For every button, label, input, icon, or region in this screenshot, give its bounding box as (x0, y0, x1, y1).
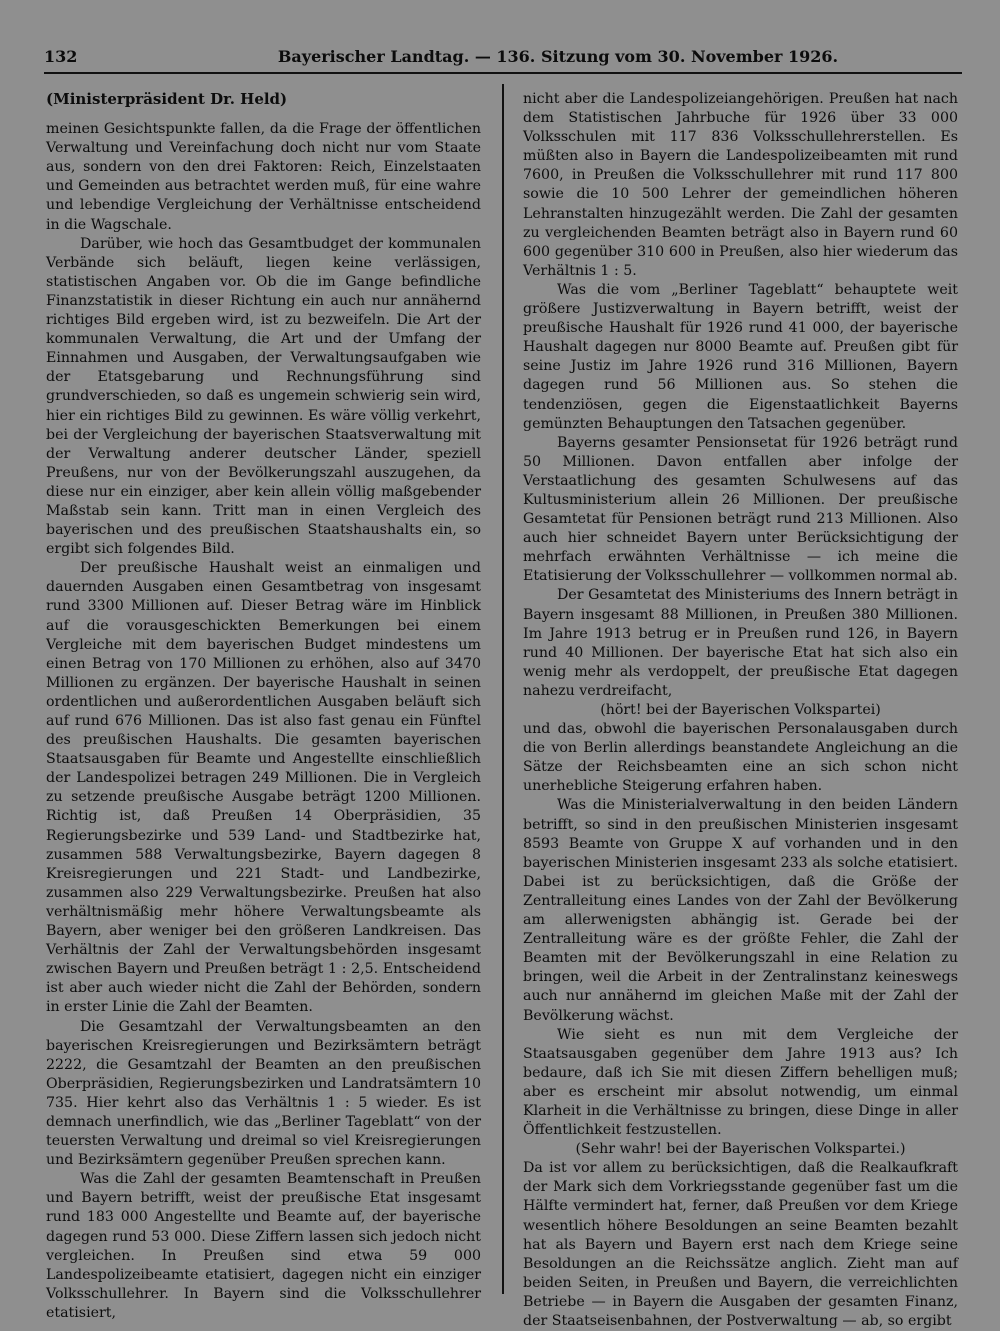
paragraph: meinen Gesichtspunkte fallen, da die Frage der öffentlichen Verwaltung und Vereinfachung doch nicht nur vom Staate aus, sondern von den drei Faktoren: Reich, Einzelstaaten und Gemeinden aus betrachtet werden muß, für eine wahre und lebendige Vergleichung der Verhältnisse entscheidend in die Wagschale. (46, 121, 481, 233)
column-divider (502, 84, 504, 1294)
paragraph: Bayerns gesamter Pensionsetat für 1926 beträgt rund 50 Millionen. Davon entfallen aber infolge der Verstaatlichung des gesamten Schulwesens auf das Kultusministerium allein 26 Millionen. Der preußische Gesamtetat für Pensionen beträgt rund 213 Millionen. Also auch hier schneidet Bayern unter Berücksichtigung der mehrfach erwähnten Verhältnisse — ich meine die Etatisierung der Volksschullehrer — vollkommen normal ab. (523, 434, 958, 585)
paragraph: Was die Ministerialverwaltung in den beiden Ländern betrifft, so sind in den preußischen Ministerien insgesamt 8593 Beamte von Gruppe X auf vorhanden und in den bayerischen Ministerien insgesamt 233 als solche etatisiert. Dabei ist zu berücksichtigen, daß die Größe der Zentralleitung eines Landes von der Zahl der Bevölkerung am allerwenigsten abhängig ist. Gerade bei der Zentralleitung wäre es der größte Fehler, die Zahl der Beamten mit der Bevölkerungszahl in eine Relation zu bringen, weil die Arbeit in der Zentralinstanz keineswegs auch nur annähernd im gleichen Maße mit der Zahl der Bevölkerung wächst. (523, 797, 958, 1024)
page-header (44, 47, 962, 71)
interjection: (hört! bei der Bayerischen Volkspartei) (600, 702, 881, 718)
left-column (46, 90, 481, 1321)
page-number: 132 (44, 47, 78, 66)
interjection: (Sehr wahr! bei der Bayerischen Volkspartei.) (575, 1141, 906, 1158)
paragraph: Der Gesamtetat des Ministeriums des Innern beträgt in Bayern insgesamt 88 Millionen, in Preußen 380 Millionen. Im Jahre 1913 betrug er in Preußen rund 126, in Bayern rund 40 Millionen. Der bayerische Etat hat sich also ein wenig mehr als verdoppelt, der preußische Etat dagegen nahezu verdreifacht, (523, 587, 958, 699)
paragraph: und das, obwohl die bayerischen Personalausgaben durch die von Berlin allerdings beanstandete Angleichung an die Sätze der Reichsbeamten eine an sich schon nicht unerhebliche Steigerung erfahren haben. (523, 721, 958, 795)
speaker-label: (Ministerpräsident Dr. Held) (46, 90, 288, 108)
paragraph: Was die Zahl der gesamten Beamtenschaft in Preußen und Bayern betrifft, weist der preußische Etat insgesamt rund 183 000 Angestellte und Beamte auf, der bayerische dagegen rund 53 000. Diese Ziffern lassen sich jedoch nicht vergleichen. In Preußen sind etwa 59 000 Landespolizeibeamte etatisiert, dagegen nicht ein einziger Volksschullehrer. In Bayern sind die Volksschullehrer etatisiert, (46, 1171, 481, 1321)
header-rule (44, 72, 962, 74)
paragraph: Da ist vor allem zu berücksichtigen, daß die Realkaufkraft der Mark sich dem Vorkriegsstande gegenüber fast um die Hälfte vermindert hat, ferner, daß Preußen vor dem Kriege wesentlich höhere Besoldungen an seine Beamten bezahlt hat als Bayern und Bayern erst nach dem Kriege seine Besoldungen an die Reichssätze anglich. Zieht man auf beiden Seiten, in Preußen und Bayern, die verreichlichten Betriebe — in Bayern die Ausgaben der gesamten Finanz, der Staatseisenbahnen, der Postverwaltung — ab, so ergibt (523, 1160, 958, 1329)
paragraph: nicht aber die Landespolizeiangehörigen. Preußen hat nach dem Statistischen Jahrbuche für 1926 über 33 000 Volksschulen mit 117 836 Volksschullehrerstellen. Es müßten also in Bayern die Landespolizeibeamten mit rund 7600, in Preußen die Volksschullehrer mit rund 117 800 sowie die 10 500 Lehrer der gemeindlichen höheren Lehranstalten hinzugezählt werden. Die Zahl der gesamten zu vergleichenden Beamten beträgt also in Bayern rund 60 600 gegenüber 310 600 in Preußen, also hier wiederum das Verhältnis 1 : 5. (523, 91, 958, 279)
paragraph: Wie sieht es nun mit dem Vergleiche der Staatsausgaben gegenüber dem Jahre 1913 aus? Ich bedaure, daß ich Sie mit diesen Ziffern behelligen muß; aber es erscheint mir absolut notwendig, um einmal Klarheit in die Verhältnisse zu bringen, diese Dinge in aller Öffentlichkeit festzustellen. (523, 1026, 958, 1139)
paragraph: Die Gesamtzahl der Verwaltungsbeamten an den bayerischen Kreisregierungen und Bezirksämtern beträgt 2222, die Gesamtzahl der Beamten an den preußischen Oberpräsidien, Regierungsbezirken und Landratsämtern 10 735. Hier kehrt also das Verhältnis 1 : 5 wieder. Es ist demnach unerfindlich, wie das „Berliner Tageblatt“ von der teuersten Verwaltung und dreimal so viel Kreisregierungen und Bezirksämtern gegenüber Preußen sprechen kann. (46, 1018, 481, 1169)
running-title: Bayerischer Landtag. — 136. Sitzung vom 30. November 1926. (277, 47, 839, 66)
right-column (523, 90, 958, 1329)
paragraph: Der preußische Haushalt weist an einmaligen und dauernden Ausgaben einen Gesamtbetrag von insgesamt rund 3300 Millionen auf. Dieser Betrag wäre im Hinblick auf die vorausgeschickten Bemerkungen bei einem Vergleiche mit dem bayerischen Budget mindestens um einen Betrag von 170 Millionen zu erhöhen, also auf 3470 Millionen zu ergänzen. Der bayerische Haushalt in seinen ordentlichen und außerordentlichen Ausgaben beläuft sich auf rund 676 Millionen. Das ist also fast genau ein Fünftel des preußischen Haushalts. Die gesamten bayerischen Staatsausgaben für Beamte und Angestellte einschließlich der Landespolizei betragen 249 Millionen. Die in Vergleich zu setzende preußische Ausgabe beträgt 1200 Millionen. Richtig ist, daß Preußen 14 Oberpräsidien, 35 Regierungsbezirke und 539 Land- und Stadtbezirke hat, zusammen 588 Verwaltungsbezirke, Bayern dagegen 8 Kreisregierungen und 221 Stadt- und Landbezirke, zusammen also 229 Verwaltungsbezirke. Preußen hat also verhältnismäßig mehr höhere Verwaltungsbeamte als Bayern, aber weniger bei den größeren Landkreisen. Das Verhältnis der Zahl der Verwaltungsbehörden insgesamt zwischen Bayern und Preußen beträgt 1 : 2,5. Entscheidend ist aber auch wieder nicht die Zahl der Behörden, sondern in erster Linie die Zahl der Beamten. (46, 560, 481, 1016)
paragraph: Was die vom „Berliner Tageblatt“ behauptete weit größere Justizverwaltung in Bayern betrifft, weist der preußische Haushalt für 1926 rund 41 000, der bayerische Haushalt dagegen nur 8000 Beamte auf. Preußen gibt für seine Justiz im Jahre 1926 rund 316 Millionen, Bayern dagegen rund 56 Millionen aus. So stehen die tendenziösen, gegen die Eigenstaatlichkeit Bayerns gemünzten Behauptungen den Tatsachen gegenüber. (523, 281, 958, 432)
paragraph: Darüber, wie hoch das Gesamtbudget der kommunalen Verbände sich beläuft, liegen keine verlässigen, statistischen Angaben vor. Ob die im Gange befindliche Finanzstatistik in dieser Richtung ein auch nur annähernd richtiges Bild ergeben wird, ist zu bezweifeln. Die Art der kommunalen Verwaltung, die Art und der Umfang der Einnahmen und Ausgaben, der Verwaltungsaufgaben wie der Etatsgebarung und Rechnungsführung sind grundverschieden, so daß es ungemein schwierig sein wird, hier ein richtiges Bild zu gewinnen. Es wäre völlig verkehrt, bei der Vergleichung der bayerischen Staatsverwaltung mit der Verwaltung anderer deutscher Länder, speziell Preußens, nur von der Bevölkerungszahl auszugehen, da diese nur ein einziger, aber kein allein völlig maßgebender Maßstab sein kann. Tritt man in einen Vergleich des bayerischen und des preußischen Staatshaushalts ein, so ergibt sich folgendes Bild. (46, 235, 481, 558)
